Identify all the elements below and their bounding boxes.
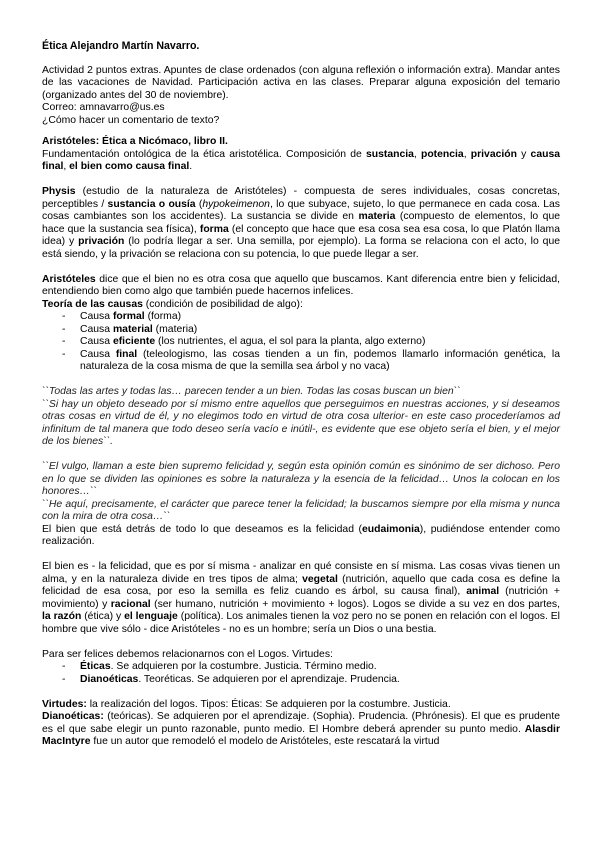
list-item: - Causa material (materia) <box>62 324 560 337</box>
list-item: - Causa formal (forma) <box>62 311 560 324</box>
list-item: - Causa eficiente (los nutrientes, el agua, el sol para la planta, algo externo) <box>62 336 560 349</box>
bien-paragraph: El bien es - la felicidad, que es por sí misma - analizar en qué consiste en sí misma. Las cosas vivas tienen un alma, y en la naturaleza divide en tres tipos de alma; vegetal (nutrición, aquello que cada cosa es define la felicidad de esa cosa, por eso la semilla es feliz cuando es árbol, su causa final), animal (nutrición + movimiento) y racional (ser humano, nutrición + movimiento + logos). Logos se divide a su vez en dos partes, la razón (ética) y el lenguaje (política). Los animales tienen la voz pero no se ponen en relación con el logos. El hombre que vive sólo - dice Aristóteles - no es un hombre; sería un Dios o una bestia. <box>42 561 561 635</box>
virtudes-list <box>42 661 560 686</box>
intro-activity: Actividad 2 puntos extras. Apuntes de clase ordenados (con alguna reflexión o información extra). Mandar antes de las vacaciones de Navidad. Participación activa en las clases. Preparar alguna exposición del temario (organizado antes del 30 de noviembre). <box>42 64 560 101</box>
intro-email: Correo: amnavarro@us.es <box>42 102 165 113</box>
list-item: - Éticas. Se adquieren por la costumbre. Justicia. Término medio. <box>62 661 560 674</box>
physis-paragraph: Physis (estudio de la naturaleza de Aristóteles) - compuesta de seres individuales, cosas concretas, perceptibles / sustancia o ousía (hypokeimenon, lo que subyace, sujeto, lo que permanece en cada cosa. Las cosas cambiantes son los accidentes). La sustancia se divide en materia (compuesto de elementos, lo que hace que la sustancia sea física), forma (el concepto que hace que esa cosa sea esa cosa, lo que Platón llama idea) y privación (lo podría llegar a ser. Una semilla, por ejemplo). La forma se relaciona con el acto, lo que está siendo, y la privación se relaciona con su potencia, lo que puede llegar a ser. <box>42 186 561 260</box>
causas-list <box>42 311 560 374</box>
aristoteles-paragraph: Aristóteles dice que el bien no es otra cosa que aquello que buscamos. Kant diferencia entre bien y felicidad, entendiendo bien como algo que también puede hacernos infelices. <box>42 273 560 297</box>
eudaimonia-paragraph: El bien que está detrás de todo lo que deseamos es la felicidad (eudaimonia), pudiéndose entender como realización. <box>42 523 561 547</box>
quote-objeto-deseado: ``Si hay un objeto deseado por sí mismo entre aquellos que perseguimos en nuestras acciones, y si deseamos otras cosas en virtud de él, y no elegimos todo en virtud de otra cosa ulterior- en este caso procederíamos ad infinitum de tal manera que todo deseo sería vacío e inútil-, es evidente que ese objeto sería el bien, y el mejor de los bienes``. <box>42 398 560 447</box>
quote-caracter-felicidad: ``He aquí, precisamente, el carácter que parece tener la felicidad; la buscamos siempre por ella misma y nunca con la mira de otra cosa…`` <box>42 498 560 522</box>
list-item: - Dianoéticas. Teoréticas. Se adquieren por el aprendizaje. Prudencia. <box>62 674 560 687</box>
document-page <box>42 40 560 749</box>
quote-artes: ``Todas las artes y todas las… parecen tender a un bien. Todas las cosas buscan un bien`` <box>42 386 461 397</box>
dianoeticas-paragraph: Dianoéticas: (teóricas). Se adquieren por el aprendizaje. (Sophia). Prudencia. (Phrónesis). El que es prudente es el que sabe elegir un punto razonable, punto medio. El Hombre deberá aprender su punto medio. Alasdir MacIntyre fue un autor que remodeló el modelo de Aristóteles, este rescatará la virtud <box>42 711 560 747</box>
intro-question: ¿Cómo hacer un comentario de texto? <box>42 114 220 126</box>
virtudes-definition: Virtudes: la realización del logos. Tipos: Éticas: Se adquieren por la costumbre. Justicia. <box>42 698 451 710</box>
document-title: Ética Alejandro Martín Navarro. <box>42 40 200 52</box>
quote-vulgo: ``El vulgo, llaman a este bien supremo felicidad y, según esta opinión común es sinónimo de ser dichoso. Pero en lo que se dividen las opiniones es sobre la naturaleza y la esencia de la felicidad… Unos la colocan en los honores…`` <box>42 461 560 497</box>
causas-heading: Teoría de las causas (condición de posibilidad de algo): <box>42 298 303 310</box>
section1-heading: Aristóteles: Ética a Nicómaco, libro II. <box>42 136 228 147</box>
list-item: - Causa final (teleologismo, las cosas tienden a un fin, podemos llamarlo información genética, la naturaleza de la cosa misma de que la semilla sea árbol y no vaca) <box>62 349 560 374</box>
section1-paragraph: Fundamentación ontológica de la ética aristotélica. Composición de sustancia, potencia, privación y causa final, el bien como causa final. <box>42 148 561 172</box>
virtudes-intro: Para ser felices debemos relacionarnos con el Logos. Virtudes: <box>42 648 333 660</box>
